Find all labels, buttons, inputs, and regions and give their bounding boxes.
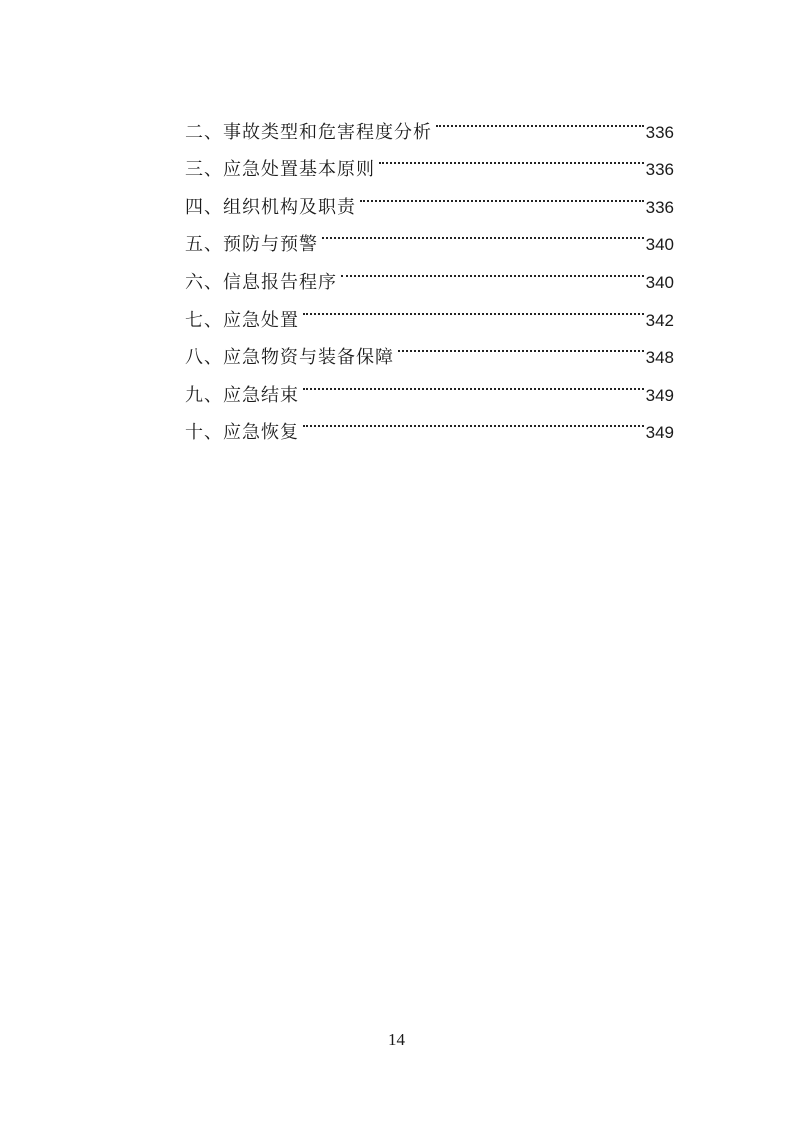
toc-entry-title: 二、事故类型和危害程度分析 <box>185 121 432 143</box>
table-of-contents <box>185 100 674 444</box>
toc-dot-leader <box>379 138 644 176</box>
toc-dot-leader <box>303 288 644 326</box>
toc-entry-page: 340 <box>645 235 674 255</box>
toc-entry-title: 六、信息报告程序 <box>185 271 337 293</box>
toc-entry-title: 三、应急处置基本原则 <box>185 159 375 181</box>
toc-dot-leader <box>341 250 644 288</box>
toc-dot-leader <box>322 213 644 251</box>
toc-dot-leader <box>398 326 644 364</box>
toc-entry[interactable] <box>185 100 674 143</box>
toc-entry-page: 336 <box>645 197 674 217</box>
toc-dot-leader <box>303 363 644 401</box>
toc-entry-title: 九、应急结束 <box>185 384 299 406</box>
toc-entry-title: 八、应急物资与装备保障 <box>185 347 394 369</box>
toc-dot-leader <box>360 175 644 213</box>
toc-entry-page: 336 <box>645 160 674 180</box>
toc-entry-title: 四、组织机构及职责 <box>185 196 356 218</box>
toc-entry-title: 十、应急恢复 <box>185 422 299 444</box>
toc-entry-title: 七、应急处置 <box>185 309 299 331</box>
toc-entry-page: 340 <box>645 272 674 292</box>
toc-dot-leader <box>436 100 644 138</box>
toc-entry-page: 349 <box>645 423 674 443</box>
page-number: 14 <box>388 1030 405 1049</box>
toc-entry-title: 五、预防与预警 <box>185 234 318 256</box>
toc-entry-page: 349 <box>645 385 674 405</box>
toc-entry-page: 342 <box>645 310 674 330</box>
toc-entry-page: 348 <box>645 348 674 368</box>
toc-dot-leader <box>303 401 644 439</box>
toc-entry-page: 336 <box>645 122 674 142</box>
